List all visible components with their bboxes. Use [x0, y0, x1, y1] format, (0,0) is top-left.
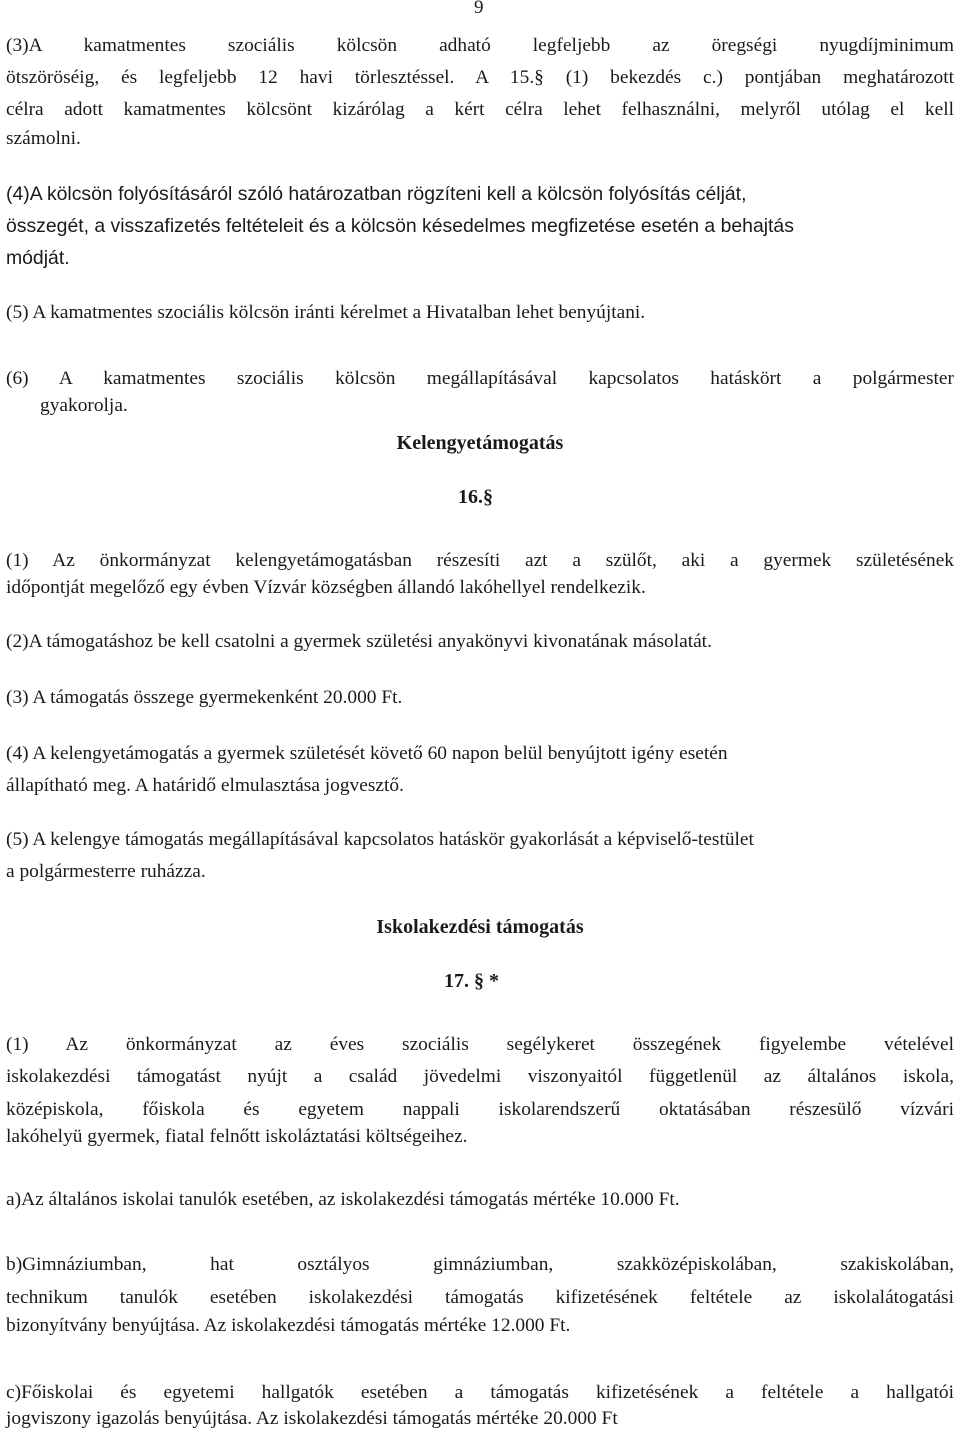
paragraph-line: (5) A kelengye támogatás megállapításával kapcsolatos hatáskör gyakorlását a képviselő-testület [6, 829, 754, 850]
section-number-16: 16.§ [458, 486, 493, 508]
paragraph-line: számolni. [6, 128, 81, 149]
paragraph-5: (5) A kamatmentes szociális kölcsön iránti kérelmet a Hivatalban lehet benyújtani. [6, 302, 646, 323]
paragraph-line: középiskola, főiskola és egyetem nappali iskolarendszerű oktatásában részesülő vízvári [6, 1099, 954, 1120]
section-number-17: 17. § * [444, 970, 499, 992]
paragraph-line: iskolakezdési támogatást nyújt a család jövedelmi viszonyaitól függetlenül az általános iskola, [6, 1066, 954, 1087]
kelengye-paragraph-3: (3) A támogatás összege gyermekenként 20.000 Ft. [6, 687, 403, 708]
paragraph-line: technikum tanulók esetében iskolakezdési támogatás kifizetésének feltétele az iskolalátogatási [6, 1287, 954, 1308]
paragraph-line: állapítható meg. A határidő elmulasztása jogvesztő. [6, 775, 404, 796]
paragraph-line: módját. [6, 247, 70, 269]
paragraph-line: gyakorolja. [40, 395, 128, 416]
paragraph-line: időpontját megelőző egy évben Vízvár községben állandó lakóhellyel rendelkezik. [6, 577, 646, 598]
paragraph-line: bizonyítvány benyújtása. Az iskolakezdési támogatás mértéke 12.000 Ft. [6, 1315, 571, 1336]
section-heading-kelengye: Kelengyetámogatás [396, 432, 564, 454]
section-heading-iskola: Iskolakezdési támogatás [376, 916, 584, 938]
iskola-paragraph-a: a)Az általános iskolai tanulók esetében, az iskolakezdési támogatás mértéke 10.000 Ft. [6, 1189, 680, 1210]
kelengye-paragraph-2: (2)A támogatáshoz be kell csatolni a gyermek születési anyakönyvi kivonatának másolatát. [6, 631, 712, 652]
paragraph-line: lakóhelyü gyermek, fiatal felnőtt iskoláztatási költségeihez. [6, 1126, 468, 1147]
page-number: 9 [474, 0, 484, 18]
paragraph-line: (1) Az önkormányzat kelengyetámogatásban részesíti azt a szülőt, aki a gyermek születésének [6, 550, 954, 571]
paragraph-line: (4)A kölcsön folyósításáról szóló határozatban rögzíteni kell a kölcsön folyósítás célját, [6, 183, 747, 205]
paragraph-line: jogviszony igazolás benyújtása. Az iskolakezdési támogatás mértéke 20.000 Ft [6, 1408, 618, 1429]
paragraph-line: (4) A kelengyetámogatás a gyermek születését követő 60 napon belül benyújtott igény esetén [6, 743, 728, 764]
paragraph-line: összegét, a visszafizetés feltételeit és a kölcsön késedelmes megfizetése esetén a behajtás [6, 215, 794, 237]
paragraph-line: (1) Az önkormányzat az éves szociális segélykeret összegének figyelembe vételével [6, 1034, 954, 1055]
paragraph-line: ötszöröséig, és legfeljebb 12 havi törlesztéssel. A 15.§ (1) bekezdés c.) pontjában meghatározott [6, 67, 954, 88]
paragraph-line: célra adott kamatmentes kölcsönt kizárólag a kért célra lehet felhasználni, melyről utólag el kell [6, 99, 954, 120]
paragraph-line: b)Gimnáziumban, hat osztályos gimnáziumban, szakközépiskolában, szakiskolában, [6, 1254, 954, 1275]
paragraph-line: (3)A kamatmentes szociális kölcsön adható legfeljebb az öregségi nyugdíjminimum [6, 35, 954, 56]
paragraph-line: c)Főiskolai és egyetemi hallgatók esetében a támogatás kifizetésének a feltétele a hallgatói [6, 1382, 954, 1403]
paragraph-line: (6) A kamatmentes szociális kölcsön megállapításával kapcsolatos hatáskört a polgármester [6, 368, 954, 389]
paragraph-line: a polgármesterre ruházza. [6, 861, 206, 882]
